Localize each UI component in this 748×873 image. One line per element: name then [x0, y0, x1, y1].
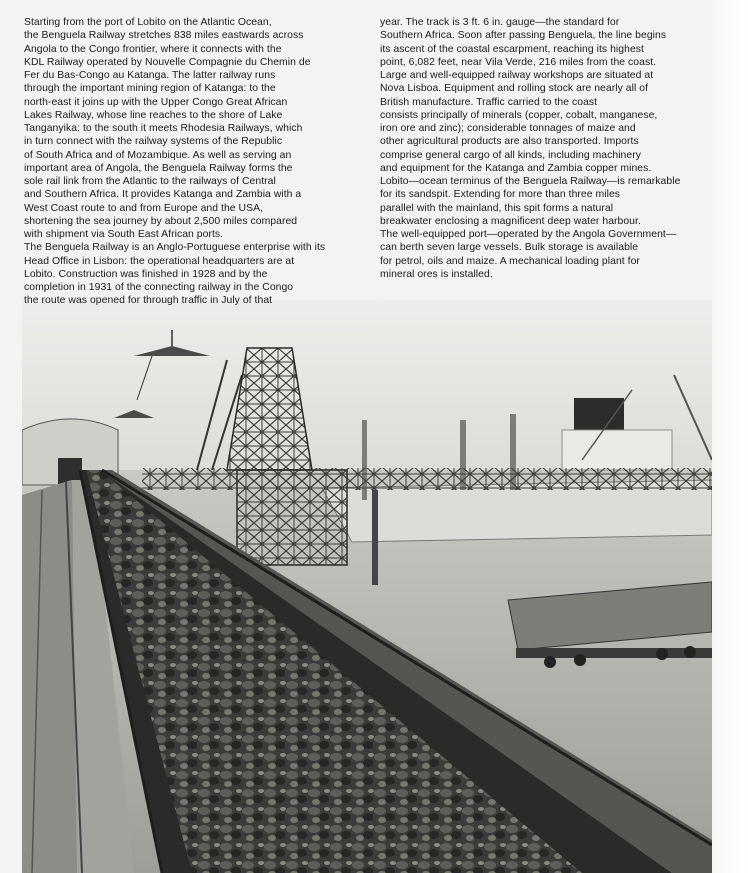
- port-photograph: [22, 320, 712, 873]
- page-margin: [712, 0, 748, 873]
- article-left-column: Starting from the port of Lobito on the Atlantic Ocean, the Benguela Railway stretches 838 miles eastwards across Angola to the Congo frontier, where it connects with the KDL Railway operated by Nouvelle Compagnie du Chemin de Fer du Bas-Congo au Katanga. The latter railway runs through the important mining region of Katanga: to the north-east it joins up with the Upper Congo Great African Lakes Railway, whose line reaches to the shore of Lake Tanganyika: to the south it meets Rhodesia Railways, which in turn connect with the railway systems of the Republic of South Africa and of Mozambique. As well as serving an important area of Angola, the Benguela Railway forms the sole rail link from the Atlantic to the railways of Central and Southern Africa. It provides Katanga and Zambia with a West Coast route to and from Europe and the USA, shortening the sea journey by about 2,500 miles compared with shipment via South East African ports. The Benguela Railway is an Anglo-Portuguese enterprise with its Head Office in Lisbon: the operational headquarters are at Lobito. Construction was finished in 1928 and by the completion in 1931 of the connecting railway in the Congo the route was opened for through traffic in July of that: [24, 17, 326, 307]
- article-right-column: year. The track is 3 ft. 6 in. gauge—the standard for Southern Africa. Soon after passing Benguela, the line begins its ascent of the coastal escarpment, reaching its highest point, 6,082 feet, near Vila Verde, 216 miles from the coast. Large and well-equipped railway workshops are situated at Nova Lisboa. Equipment and rolling stock are nearly all of British manufacture. Traffic carried to the coast consists principally of minerals (copper, cobalt, manganese, iron ore and zinc); considerable tonnages of maize and other agricultural products are also transported. Imports comprise general cargo of all kinds, including machinery and equipment for the Katanga and Zambia copper mines. Lobito—ocean terminus of the Benguela Railway—is remarkable for its sandspit. Extending for more than three miles parallel with the mainland, this spit forms a natural breakwater enclosing a magnificent deep water harbour. The well-equipped port—operated by the Angola Government— can berth seven large vessels. Bulk storage is available for petrol, oils and maize. A mechanical loading plant for mineral ores is installed.: [380, 17, 681, 280]
- quay-lamps: [114, 330, 210, 418]
- cargo-ship: [322, 375, 712, 542]
